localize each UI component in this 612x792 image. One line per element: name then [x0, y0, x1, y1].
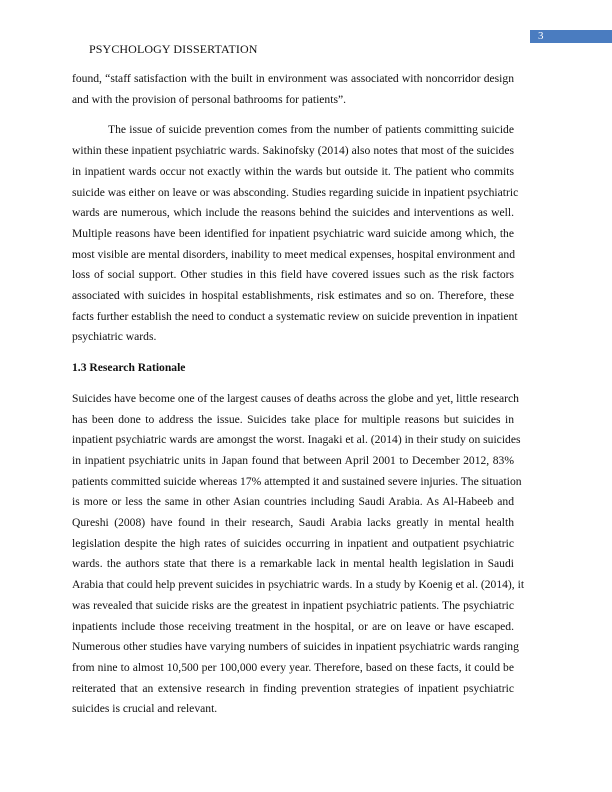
text-line: The issue of suicide prevention comes from the number of patients committing suicide — [108, 123, 514, 137]
paragraph-1 — [72, 69, 514, 110]
text-line: has been done to address the issue. Suicides take place for multiple reasons but suicides in — [72, 412, 514, 426]
text-line: is more or less the same in other Asian countries including Saudi Arabia. As Al-Habeeb and — [72, 495, 514, 509]
text-line: Qureshi (2008) have found in their research, Saudi Arabia lacks greatly in mental health — [72, 516, 514, 530]
text-line: in inpatient wards occur not exactly within the wards but outside it. The patient who commits — [72, 164, 514, 178]
text-line: reiterated that an extensive research in finding prevention strategies of inpatient psychiatric — [72, 681, 514, 695]
text-line: suicide was either on leave or was absconding. Studies regarding suicide in inpatient psychiatric — [72, 185, 519, 199]
paragraph-2 — [72, 120, 519, 348]
text-line: and with the provision of personal bathrooms for patients”. — [72, 92, 347, 106]
text-line: was revealed that suicide risks are the greatest in inpatient psychiatric patients. The psychiatric — [72, 598, 514, 612]
text-line: Multiple reasons have been identified for inpatient psychiatric ward suicide among which, the — [72, 226, 514, 240]
text-line: wards are numerous, which include the reasons behind the suicides and interventions as well. — [72, 206, 514, 220]
text-line: wards. the authors state that there is a remarkable lack in mental health legislation in Saudi — [72, 557, 514, 571]
document-body — [72, 69, 525, 730]
text-line: loss of social support. Other studies in this field have covered issues such as the risk factors — [72, 268, 514, 282]
running-header: PSYCHOLOGY DISSERTATION — [89, 42, 258, 56]
text-line: in inpatient psychiatric units in Japan found that between April 2001 to December 2012, 83% — [72, 453, 514, 467]
text-line: psychiatric wards. — [72, 330, 157, 344]
text-line: patients committed suicide whereas 17% attempted it and sustained severe injuries. The situation — [72, 474, 522, 488]
text-line: facts further establish the need to conduct a systematic review on suicide prevention in inpatient — [72, 309, 518, 323]
text-line: Arabia that could help prevent suicides in psychiatric wards. In a study by Koenig et al. (2014), it — [72, 578, 525, 592]
text-line: suicides is crucial and relevant. — [72, 702, 218, 716]
text-line: from nine to almost 10,500 per 100,000 every year. Therefore, based on these facts, it could be — [72, 660, 514, 674]
text-line: most visible are mental disorders, inability to meet medical expenses, hospital environment and — [72, 247, 516, 261]
paragraph-3 — [72, 389, 525, 720]
text-line: Suicides have become one of the largest causes of deaths across the globe and yet, little research — [72, 391, 519, 405]
text-line: within these inpatient psychiatric wards. Sakinofsky (2014) also notes that most of the suicides — [72, 144, 514, 158]
text-line: legislation despite the high rates of suicides occurring in inpatient and outpatient psychiatric — [72, 536, 514, 550]
text-line: Numerous other studies have varying numbers of suicides in inpatient psychiatric wards ranging — [72, 640, 519, 654]
text-line: found, “staff satisfaction with the built in environment was associated with noncorridor design — [72, 72, 514, 85]
text-line: associated with suicides in hospital establishments, risk estimates and so on. Therefore, these — [72, 289, 514, 303]
text-line: inpatient psychiatric wards are amongst the worst. Inagaki et al. (2014) in their study on suicides — [72, 433, 521, 447]
text-line: inpatients include those receiving treatment in the hospital, or are on leave or have escaped. — [72, 619, 514, 633]
page-number: 3 — [530, 30, 612, 43]
section-heading: 1.3 Research Rationale — [72, 361, 186, 375]
